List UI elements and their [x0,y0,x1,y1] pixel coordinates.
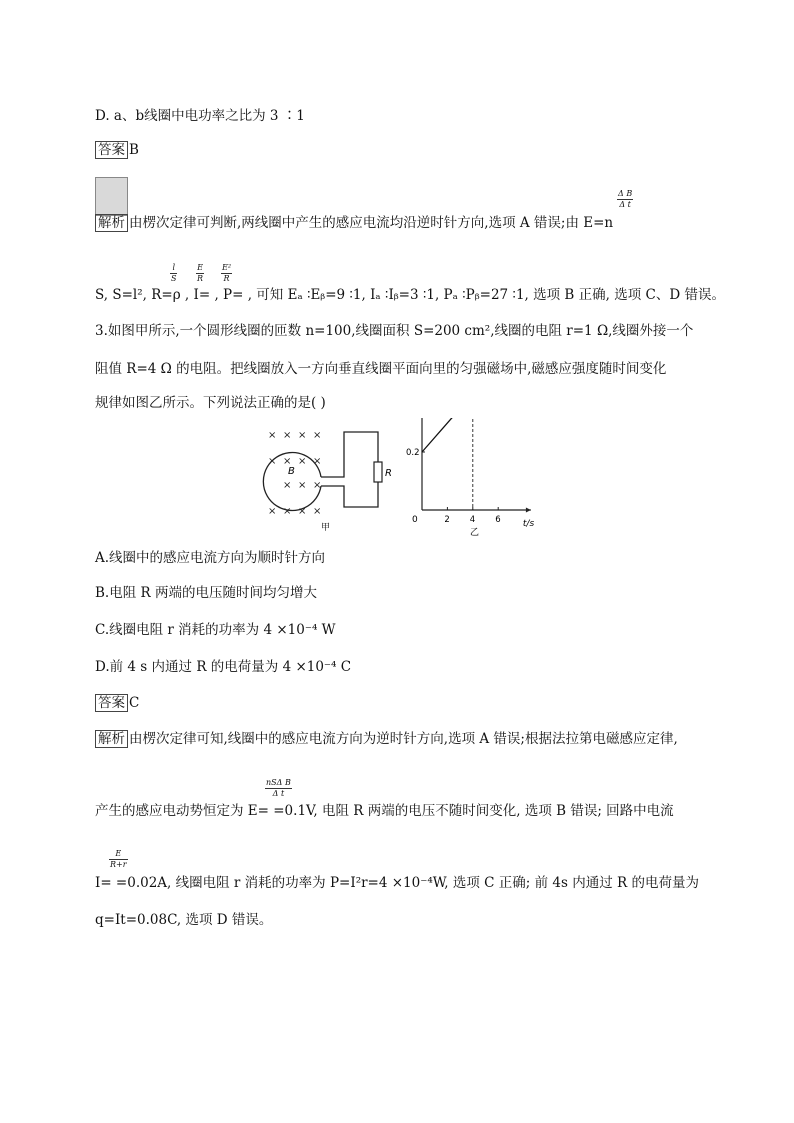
fraction-E2-R: $\frac{\text{E²}}{R}$ [222,263,232,283]
figure-yi-graph [398,418,538,542]
q3-analysis-line4: q=It=0.08C, 选项 D 错误。 [95,912,273,928]
q2-answer-row [95,141,139,159]
figure-yi-caption: 乙 [470,528,480,538]
origin-label: 0 [412,515,418,525]
q3-option-b: B.电阻 R 两端的电压随时间均匀增大 [95,585,317,601]
analysis-label: 解析 [95,214,128,232]
q2-analysis-line2: S, S=l², R=ρ , I= , P= , 可知 Eₐ ∶Eᵦ=9 ∶1, Iₐ ∶Iᵦ=3 ∶1, Pₐ ∶Pᵦ=27 ∶1, 选项 B 正确, 选项 C、D 错误。 [95,287,725,303]
answer-value: C [129,695,140,711]
q3-stem-line2: 阻值 R=4 Ω 的电阻。把线圈放入一方向垂直线圈平面向里的匀强磁场中,磁感应强度随时间变化 [95,361,667,377]
y-tick-label: 0.2 [406,448,420,458]
x-tick-label: 4 [469,515,476,525]
x-axis-arrow [526,508,531,513]
analysis-label: 解析 [95,730,128,748]
svg-text:×: × [298,506,307,517]
field-label-B: B [288,466,295,477]
fraction-E-Rr: $\frac{E}{R+r}$ [110,849,127,869]
svg-text:×: × [283,430,292,441]
upper-wire [321,432,378,477]
answer-label: 答案 [95,694,128,712]
svg-text:×: × [313,430,322,441]
q2-option-d: D. a、b线圈中电功率之比为 3 ∶1 [95,108,305,124]
fraction-nSdB-dt: nSΔ B Δ t [266,778,291,798]
answer-label: 答案 [95,141,128,159]
svg-text:×: × [298,430,307,441]
fraction-dB-dt: $\frac{\text{Δ B}}{\text{Δ t}}$ [618,189,633,209]
svg-text:×: × [313,480,322,491]
figure-jia-coil-circuit [258,422,398,534]
q3-answer-row [95,694,139,712]
q3-option-c: C.线圈电阻 r 消耗的功率为 4 ×10⁻⁴ W [95,622,336,638]
svg-text:×: × [298,480,307,491]
x-axis-label: t/s [522,519,535,529]
analysis-highlight-box [95,177,128,216]
lower-wire [321,482,378,507]
q3-option-d: D.前 4 s 内通过 R 的电荷量为 4 ×10⁻⁴ C [95,659,352,675]
answer-value: B [129,142,139,158]
svg-text:×: × [268,506,277,517]
series-line-B-t [422,418,508,452]
resistor-label: R [385,468,392,479]
q3-option-a: A.线圈中的感应电流方向为顺时针方向 [95,550,326,566]
q3-stem-line1: 3.如图甲所示,一个圆形线圈的匝数 n=100,线圈面积 S=200 cm²,线圈的电阻 r=1 Ω,线圈外接一个 [95,323,694,339]
q3-analysis-line1: 解析 由楞次定律可知,线圈中的感应电流方向为逆时针方向,选项 A 错误;根据法拉第电磁感应定律, [95,730,678,748]
svg-text:×: × [283,506,292,517]
svg-text:×: × [298,456,307,467]
q3-analysis-line2: 产生的感应电动势恒定为 E= =0.1V, 电阻 R 两端的电压不随时间变化, 选项 B 错误; 回路中电流 [95,803,674,819]
fraction-l-S: $\frac{l}{S}$ [171,263,177,283]
x-tick-label: 2 [444,515,450,525]
q2-analysis-line1: 解析 由楞次定律可判断,两线圈中产生的感应电流均沿逆时针方向,选项 A 错误;由 E=n [95,214,613,232]
svg-text:×: × [283,480,292,491]
q3-analysis-line3: I= =0.02A, 线圈电阻 r 消耗的功率为 P=I²r=4 ×10⁻⁴W, 选项 C 正确; 前 4s 内通过 R 的电荷量为 [95,875,699,891]
fraction-E-R: $\frac{E}{R}$ [197,263,204,283]
svg-text:×: × [313,456,322,467]
svg-text:×: × [283,456,292,467]
x-tick-label: 6 [495,515,501,525]
q3-stem-line3: 规律如图乙所示。下列说法正确的是( ) [95,395,326,411]
svg-text:×: × [268,430,277,441]
resistor-R [374,462,382,482]
svg-text:×: × [268,456,277,467]
svg-text:×: × [313,506,322,517]
figure-jia-caption: 甲 [321,523,331,533]
